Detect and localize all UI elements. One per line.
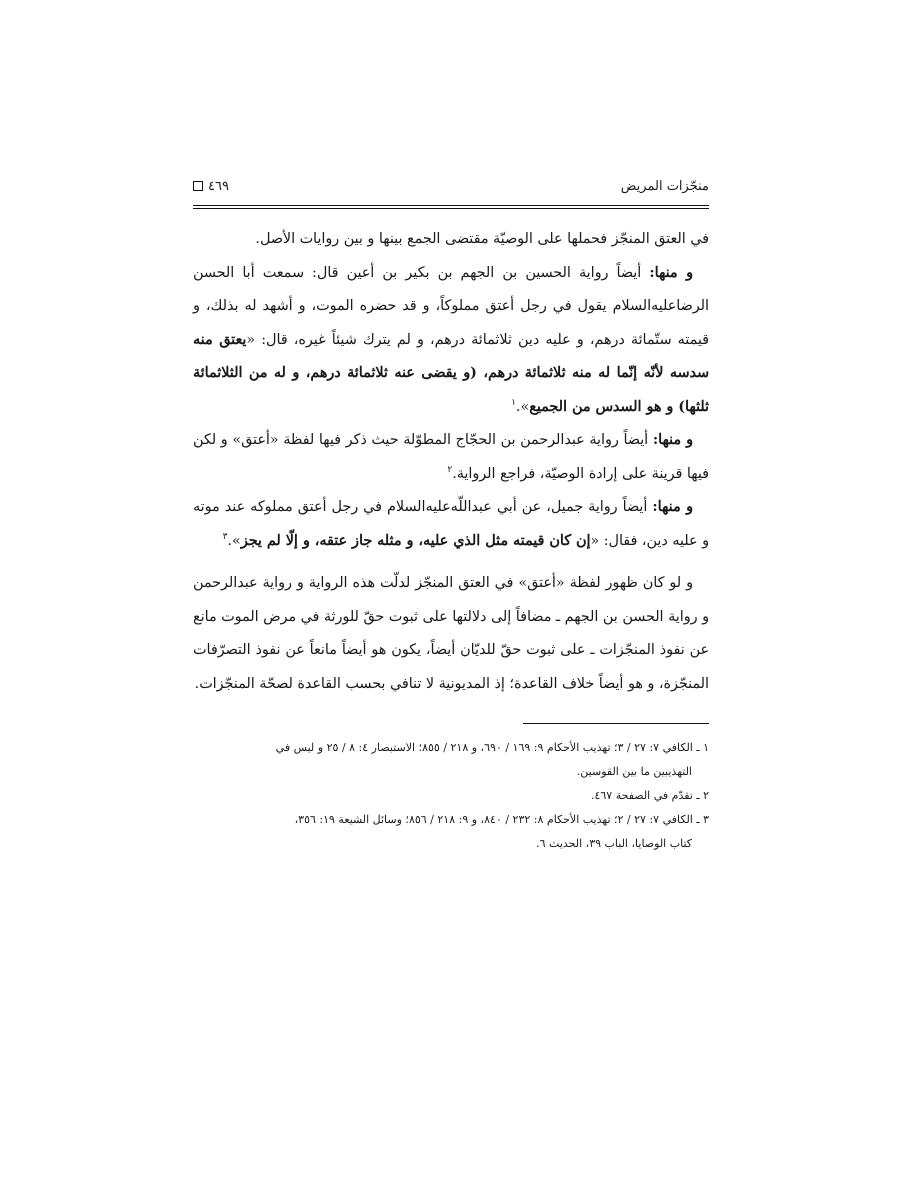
- footnote-separator: [523, 723, 709, 724]
- footnote-1: ١ ـ الكافي ٧: ٢٧ / ٣؛ تهذيب الأحكام ٩: ١٦٩ / ٦٩٠، و ٢١٨ / ٨٥٥؛ الاستبصار ٤: ٨ / ٢٥ و ليس في: [275, 741, 709, 754]
- book-page: [193, 170, 709, 856]
- footnote-2: ٢ ـ تقدّم في الصفحة ٤٦٧.: [590, 789, 709, 802]
- footnote-1-continued: التهذيبين ما بين القوسين.: [576, 765, 692, 778]
- paragraph-1: في العتق المنجّز فحملها على الوصيّة مقتضى الجمع بينها و بين روايات الأصل.: [255, 231, 709, 247]
- square-icon: [193, 181, 203, 191]
- footnote-ref-1: ١: [511, 397, 516, 408]
- paragraph-5: و لو كان ظهور لفظة «أعتق» في العتق المنجّز لدلّت هذه الرواية و رواية عبدالرحمن و رواية الحسن بن الجهم ـ مضافاً إلى دلالتها على ثبوت حقّ للورثة في مرض الموت مانع عن نفوذ المنجّزات ـ على ثبوت حقّ للديّان أيضاً، يكون هو أيضاً مانعاً عن نفوذ التصرّفات المنجّزة، و هو أيضاً خلاف القاعدة؛ إذ المديونية لا تنافي بحسب القاعدة لصحّة المنجّزات.: [193, 575, 709, 692]
- paragraph-lead: و منها:: [652, 432, 694, 448]
- paragraph-lead: و منها:: [649, 264, 693, 281]
- header-double-rule: [193, 205, 709, 209]
- hadith-quote: إن كان قيمته مثل الذي عليه، و مثله جاز عتقه، و إلّا لم يجز: [240, 532, 591, 549]
- paragraph-text: أيضاً رواية الحسين بن الجهم بن بكير بن أعين قال: سمعت أبا الحسن الرضاعليه‌السلام يقول في رجل أعتق مملوكاً، و قد حضره الموت، و أشهد له بذلك، و قيمته ستّمائة درهم، و عليه دين ثلاثمائة درهم، و لم يترك شيئاً غيره، قال: «: [193, 264, 710, 348]
- running-header: [193, 170, 709, 202]
- quote-end: ».: [515, 398, 530, 415]
- paragraph-text: أيضاً رواية جميل، عن أبي عبداللّه‌عليه‌السلام في رجل أعتق مملوكه عند موته و عليه دين، فقال: «: [193, 499, 709, 549]
- main-text: [193, 223, 709, 701]
- footnotes: [193, 736, 709, 856]
- page-number-value: ٤٦٩: [208, 178, 229, 194]
- footnote-3-continued: كتاب الوصايا، الباب ٣٩، الحديث ٦.: [536, 837, 692, 850]
- quote-end: ».: [227, 532, 241, 549]
- chapter-title: منجّزات المريض: [620, 178, 709, 194]
- paragraph-3: [193, 424, 709, 491]
- paragraph-2: [193, 257, 709, 425]
- paragraph-4: [193, 491, 709, 558]
- footnote-ref-3: ٣: [222, 531, 228, 542]
- page-number: [193, 179, 229, 194]
- paragraph-text: أيضاً رواية عبدالرحمن بن الحجّاج المطوّلة حيث ذكر فيها لفظة «أعتق» و لكن فيها قرينة على إرادة الوصيّة، فراجع الرواية.: [193, 432, 709, 482]
- hadith-quote: يعتق منه سدسه لأنّه إنّما له منه ثلاثمائة درهم، (و يقضى عنه ثلاثمائة درهم، و له من الثلاثمائة ثلثها) و هو السدس من الجميع: [193, 331, 709, 415]
- paragraph-lead: و منها:: [652, 499, 694, 515]
- footnote-3: ٣ ـ الكافي ٧: ٢٧ / ٢؛ تهذيب الأحكام ٨: ٢٣٢ / ٨٤٠، و ٩: ٢١٨ / ٨٥٦؛ وسائل الشيعة ١٩: ٣٥٦،: [294, 813, 709, 826]
- footnote-ref-2: ٢: [447, 464, 453, 475]
